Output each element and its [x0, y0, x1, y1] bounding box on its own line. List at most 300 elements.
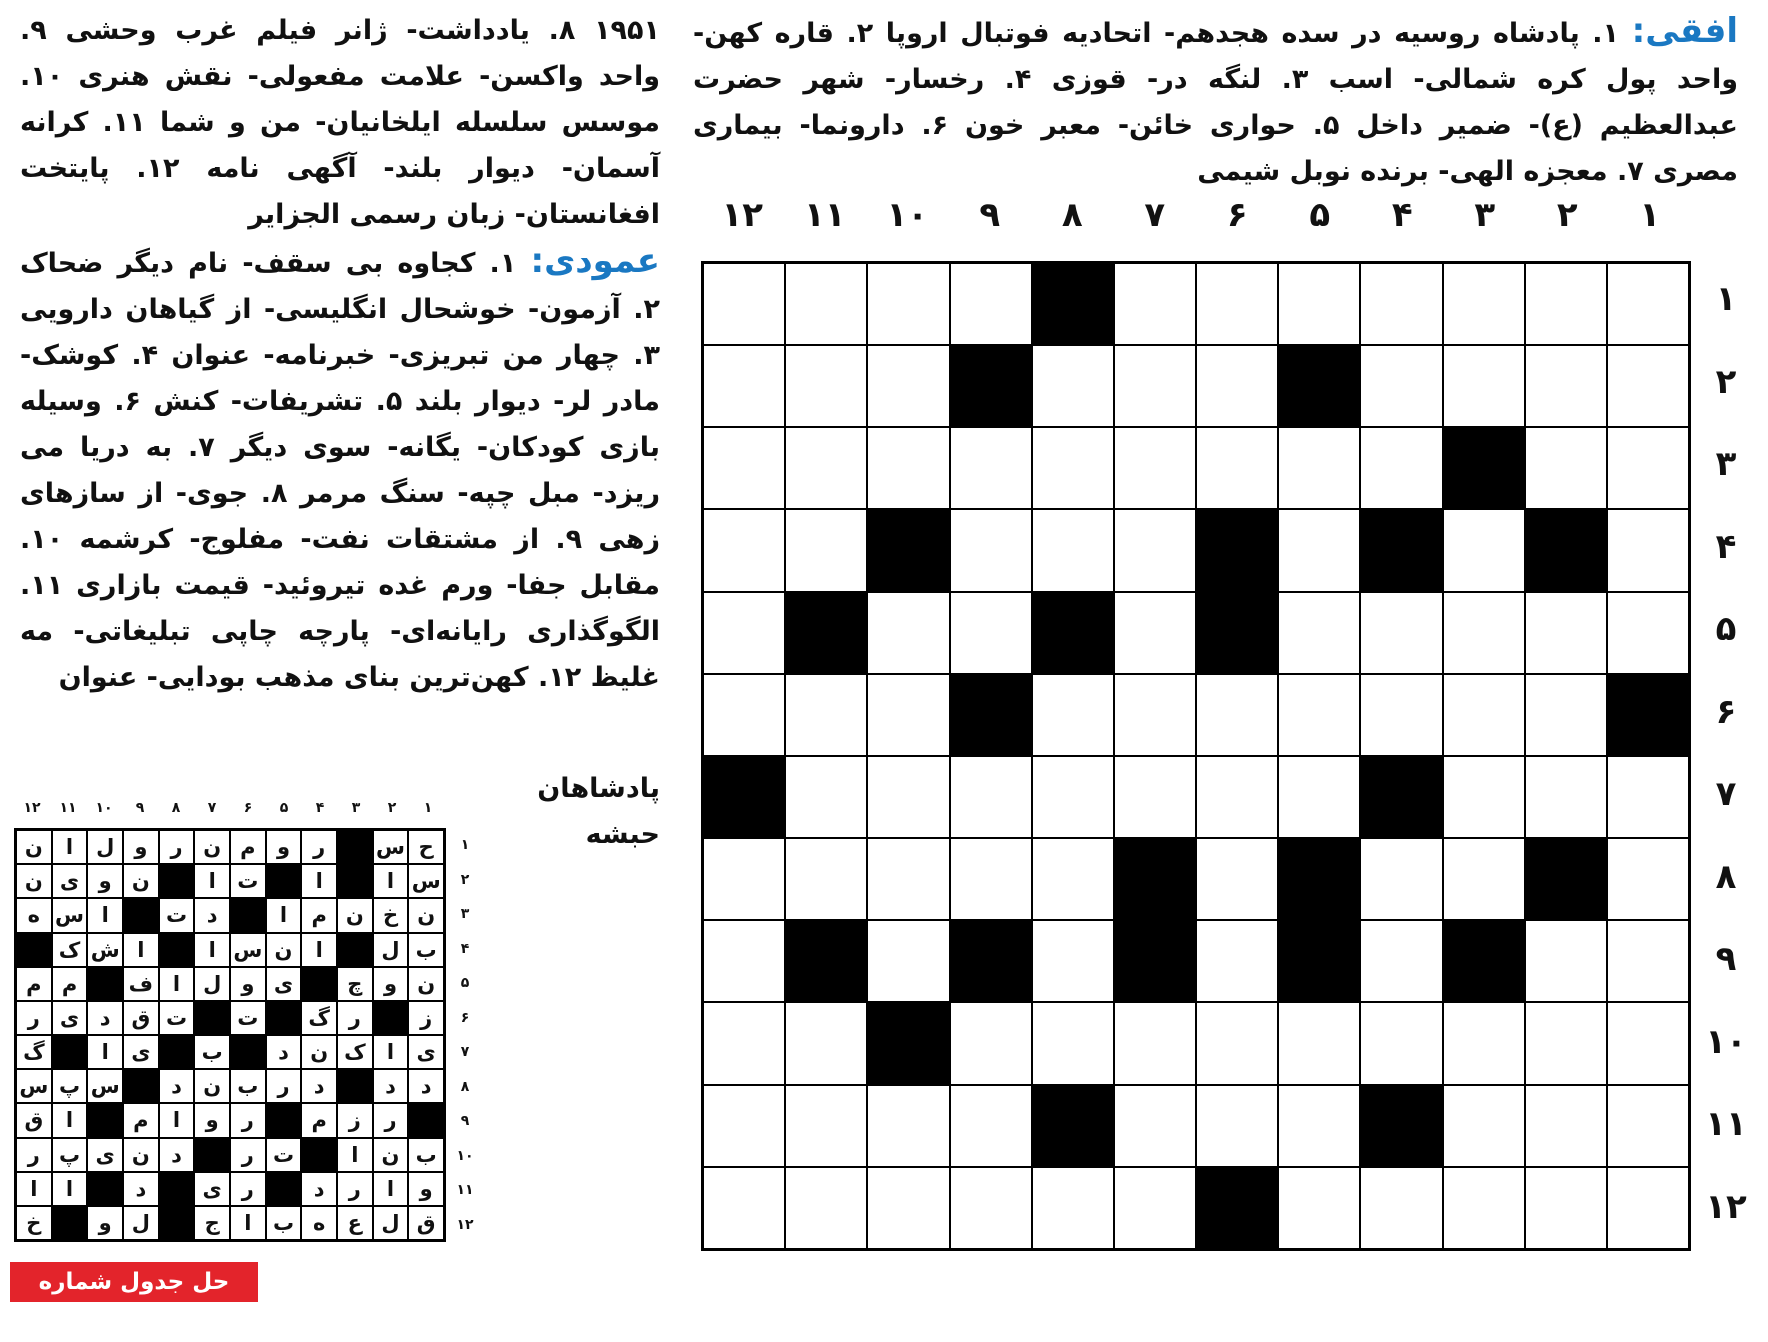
grid-cell[interactable]: [785, 427, 867, 509]
solution-letter-cell: م: [123, 1103, 159, 1137]
grid-cell[interactable]: [1525, 1002, 1607, 1084]
solution-letter-cell: د: [123, 1172, 159, 1206]
solution-black-cell: [159, 1206, 195, 1240]
solution-letter-cell: ا: [373, 1172, 409, 1206]
solution-letter-cell: ی: [408, 1035, 444, 1069]
row-number: ۹: [1715, 939, 1737, 979]
black-cell: [785, 592, 867, 674]
grid-cell[interactable]: [1278, 1002, 1360, 1084]
grid-cell[interactable]: [785, 263, 867, 345]
solution-letter-cell: ف: [123, 967, 159, 1001]
solution-letter-cell: ا: [194, 864, 230, 898]
grid-cell[interactable]: [950, 1002, 1032, 1084]
column-number: ۲: [1556, 195, 1578, 235]
solution-black-cell: [194, 1001, 230, 1035]
grid-cell[interactable]: [950, 838, 1032, 920]
grid-cell[interactable]: [1278, 263, 1360, 345]
solution-letter-cell: ن: [408, 967, 444, 1001]
grid-cell[interactable]: [1114, 427, 1196, 509]
solution-row-number: ۵: [460, 975, 470, 991]
black-cell: [1114, 838, 1196, 920]
grid-cell[interactable]: [1032, 345, 1114, 427]
column-number: ۱۲: [721, 195, 763, 235]
black-cell: [1196, 1167, 1278, 1249]
solution-letter-cell: س: [373, 830, 409, 864]
grid-cell[interactable]: [950, 263, 1032, 345]
solution-column-number: ۱: [423, 800, 433, 816]
grid-cell[interactable]: [1443, 674, 1525, 756]
solution-letter-cell: ی: [52, 1001, 88, 1035]
solution-letter-cell: ر: [301, 830, 337, 864]
solution-letter-cell: ن: [194, 830, 230, 864]
grid-cell[interactable]: [950, 509, 1032, 591]
grid-cell[interactable]: [1360, 263, 1442, 345]
solution-letter-cell: ت: [159, 898, 195, 932]
grid-cell[interactable]: [1114, 509, 1196, 591]
black-cell: [1196, 592, 1278, 674]
solution-column-number: ۳: [351, 800, 361, 816]
solution-column-number: ۸: [171, 800, 181, 816]
grid-cell[interactable]: [1525, 592, 1607, 674]
solution-letter-cell: و: [408, 1172, 444, 1206]
solution-letter-cell: س: [16, 1069, 52, 1103]
solution-row-number: ۱۱: [456, 1182, 474, 1198]
solution-column-number: ۷: [207, 800, 217, 816]
grid-cell[interactable]: [1196, 674, 1278, 756]
grid-cell[interactable]: [1607, 509, 1689, 591]
solution-black-cell: [266, 1172, 302, 1206]
grid-cell[interactable]: [1196, 920, 1278, 1002]
solution-black-cell: [301, 967, 337, 1001]
solution-letter-cell: د: [373, 1069, 409, 1103]
solution-black-cell: [408, 1103, 444, 1137]
grid-cell[interactable]: [703, 592, 785, 674]
solution-row-number: ۴: [460, 940, 470, 957]
grid-cell[interactable]: [867, 1085, 949, 1167]
grid-cell[interactable]: [1032, 1167, 1114, 1249]
solution-letter-cell: د: [159, 1069, 195, 1103]
grid-cell[interactable]: [1607, 920, 1689, 1002]
crossword-grid[interactable]: [701, 261, 1691, 1251]
grid-cell[interactable]: [867, 756, 949, 838]
solution-letter-cell: م: [301, 898, 337, 932]
solution-black-cell: [159, 864, 195, 898]
solution-letter-cell: ا: [16, 1172, 52, 1206]
continued-clues: [20, 8, 660, 701]
solution-row-number: ۹: [460, 1113, 470, 1129]
solution-row-number: ۱۲: [456, 1216, 474, 1233]
column-number: ۱: [1639, 195, 1661, 235]
across-clues: [693, 8, 1738, 195]
row-number: ۱: [1715, 279, 1737, 319]
grid-cell[interactable]: [1360, 1002, 1442, 1084]
row-number: ۲: [1715, 361, 1737, 402]
solution-letter-cell: ا: [230, 1206, 266, 1240]
solution-letter-cell: ا: [87, 1035, 123, 1069]
black-cell: [867, 509, 949, 591]
grid-cell[interactable]: [1443, 1167, 1525, 1249]
black-cell: [950, 674, 1032, 756]
grid-cell[interactable]: [1032, 838, 1114, 920]
solution-letter-cell: ا: [159, 1103, 195, 1137]
grid-cell[interactable]: [1443, 1085, 1525, 1167]
grid-cell[interactable]: [1278, 509, 1360, 591]
solution-letter-cell: ز: [337, 1103, 373, 1137]
row-number: ۱۲: [1705, 1186, 1747, 1227]
black-cell: [1032, 592, 1114, 674]
solution-letter-cell: پ: [52, 1069, 88, 1103]
solution-black-cell: [230, 1035, 266, 1069]
solution-letter-cell: س: [87, 1069, 123, 1103]
grid-cell[interactable]: [1196, 263, 1278, 345]
solution-letter-cell: ر: [159, 830, 195, 864]
grid-cell[interactable]: [1525, 1085, 1607, 1167]
solution-letter-cell: ر: [16, 1138, 52, 1172]
grid-cell[interactable]: [1607, 1002, 1689, 1084]
grid-cell[interactable]: [703, 920, 785, 1002]
grid-cell[interactable]: [1114, 674, 1196, 756]
row-number: ۳: [1715, 444, 1737, 484]
grid-cell[interactable]: [1196, 1085, 1278, 1167]
grid-cell[interactable]: [1360, 1167, 1442, 1249]
solution-letter-cell: ر: [266, 1069, 302, 1103]
solution-column-number: ۱۱: [59, 800, 77, 816]
solution-letter-cell: ک: [337, 1035, 373, 1069]
grid-cell[interactable]: [1525, 345, 1607, 427]
solution-letter-cell: ر: [337, 1172, 373, 1206]
column-number: ۴: [1391, 195, 1413, 235]
solution-letter-cell: س: [230, 933, 266, 967]
solution-letter-cell: و: [194, 1103, 230, 1137]
grid-cell[interactable]: [1360, 592, 1442, 674]
solution-letter-cell: ی: [194, 1172, 230, 1206]
grid-cell[interactable]: [1196, 756, 1278, 838]
solution-letter-cell: ا: [87, 898, 123, 932]
grid-cell[interactable]: [950, 592, 1032, 674]
grid-cell[interactable]: [867, 920, 949, 1002]
grid-cell[interactable]: [1114, 1002, 1196, 1084]
solution-letter-cell: خ: [373, 898, 409, 932]
grid-cell[interactable]: [1607, 1085, 1689, 1167]
grid-cell[interactable]: [703, 1167, 785, 1249]
grid-cell[interactable]: [1196, 345, 1278, 427]
grid-cell[interactable]: [703, 838, 785, 920]
solution-black-cell: [159, 1172, 195, 1206]
down-clue-tail: پادشاهان حبشه: [537, 773, 660, 850]
grid-cell[interactable]: [1360, 838, 1442, 920]
grid-cell[interactable]: [950, 427, 1032, 509]
solution-letter-cell: ب: [408, 1138, 444, 1172]
black-cell: [950, 920, 1032, 1002]
solution-letter-cell: ا: [194, 933, 230, 967]
black-cell: [950, 345, 1032, 427]
grid-cell[interactable]: [1525, 674, 1607, 756]
grid-cell[interactable]: [703, 345, 785, 427]
solution-black-cell: [16, 933, 52, 967]
solution-column-number: ۵: [279, 800, 289, 816]
solution-letter-cell: ه: [16, 898, 52, 932]
black-cell: [1360, 1085, 1442, 1167]
solution-letter-cell: ا: [52, 1172, 88, 1206]
solution-letter-cell: ر: [230, 1138, 266, 1172]
grid-cell[interactable]: [1114, 1167, 1196, 1249]
solution-column-number: ۱۰: [95, 800, 113, 816]
grid-cell[interactable]: [1032, 674, 1114, 756]
solution-letter-cell: ل: [123, 1206, 159, 1240]
solution-column-number: ۴: [315, 800, 325, 816]
grid-cell[interactable]: [785, 345, 867, 427]
solution-black-cell: [87, 1103, 123, 1137]
grid-cell[interactable]: [867, 263, 949, 345]
column-number: ۶: [1226, 195, 1248, 235]
grid-cell[interactable]: [1607, 263, 1689, 345]
grid-cell[interactable]: [1360, 345, 1442, 427]
solution-letter-cell: د: [159, 1138, 195, 1172]
grid-cell[interactable]: [1443, 509, 1525, 591]
solution-letter-cell: د: [87, 1001, 123, 1035]
solution-row-number: ۲: [460, 871, 470, 888]
grid-cell[interactable]: [785, 1085, 867, 1167]
solution-letter-cell: ن: [16, 864, 52, 898]
black-cell: [1360, 756, 1442, 838]
solution-letter-cell: ا: [337, 1138, 373, 1172]
black-cell: [1443, 427, 1525, 509]
grid-cell[interactable]: [785, 1002, 867, 1084]
solution-letter-cell: ی: [266, 967, 302, 1001]
solution-letter-cell: ن: [301, 1035, 337, 1069]
grid-cell[interactable]: [1525, 1167, 1607, 1249]
grid-cell[interactable]: [867, 345, 949, 427]
solution-letter-cell: ب: [230, 1069, 266, 1103]
grid-cell[interactable]: [867, 592, 949, 674]
grid-cell[interactable]: [785, 838, 867, 920]
solution-letter-cell: د: [266, 1035, 302, 1069]
solution-letter-cell: و: [87, 1206, 123, 1240]
grid-cell[interactable]: [1607, 427, 1689, 509]
solution-letter-cell: و: [123, 830, 159, 864]
grid-cell[interactable]: [1032, 920, 1114, 1002]
grid-cell[interactable]: [1114, 1085, 1196, 1167]
solution-letter-cell: خ: [16, 1206, 52, 1240]
grid-cell[interactable]: [950, 1085, 1032, 1167]
grid-cell[interactable]: [703, 674, 785, 756]
grid-cell[interactable]: [1278, 1085, 1360, 1167]
grid-cell[interactable]: [1196, 1002, 1278, 1084]
solution-letter-cell: و: [266, 830, 302, 864]
grid-cell[interactable]: [1360, 674, 1442, 756]
column-number: ۵: [1309, 195, 1331, 235]
grid-cell[interactable]: [1032, 427, 1114, 509]
grid-cell[interactable]: [1278, 592, 1360, 674]
grid-cell[interactable]: [1032, 509, 1114, 591]
grid-cell[interactable]: [1443, 838, 1525, 920]
grid-cell[interactable]: [1443, 1002, 1525, 1084]
solution-letter-cell: و: [373, 967, 409, 1001]
grid-cell[interactable]: [1525, 263, 1607, 345]
grid-cell[interactable]: [1525, 427, 1607, 509]
black-cell: [1278, 920, 1360, 1002]
solution-letter-cell: ی: [87, 1138, 123, 1172]
solution-letter-cell: ج: [194, 1206, 230, 1240]
grid-cell[interactable]: [785, 756, 867, 838]
grid-cell[interactable]: [703, 427, 785, 509]
grid-cell[interactable]: [1443, 345, 1525, 427]
solution-letter-cell: د: [408, 1069, 444, 1103]
grid-cell[interactable]: [703, 263, 785, 345]
black-cell: [1525, 509, 1607, 591]
solution-black-cell: [87, 1172, 123, 1206]
row-number: ۷: [1715, 774, 1737, 814]
solution-row-numbers: [450, 828, 480, 1242]
grid-cell[interactable]: [1196, 427, 1278, 509]
solution-column-number: ۶: [243, 800, 253, 816]
solution-black-cell: [123, 1069, 159, 1103]
solution-caption: حل جدول شماره ۱۸۲۲: [10, 1262, 258, 1302]
solution-black-cell: [159, 1035, 195, 1069]
solution-letter-cell: ش: [87, 933, 123, 967]
solution-letter-cell: ت: [230, 864, 266, 898]
solution-letter-cell: ن: [408, 898, 444, 932]
solution-letter-cell: ا: [301, 933, 337, 967]
grid-cell[interactable]: [867, 1167, 949, 1249]
grid-cell[interactable]: [1607, 756, 1689, 838]
solution-letter-cell: د: [194, 898, 230, 932]
grid-cell[interactable]: [1525, 756, 1607, 838]
grid-cell[interactable]: [1278, 427, 1360, 509]
grid-cell[interactable]: [1360, 427, 1442, 509]
solution-row-number: ۱: [460, 837, 470, 853]
solution-letter-cell: ن: [123, 864, 159, 898]
grid-cell[interactable]: [703, 1002, 785, 1084]
black-cell: [1114, 920, 1196, 1002]
solution-row-number: ۱۰: [456, 1147, 474, 1164]
grid-cell[interactable]: [1278, 756, 1360, 838]
row-number: ۱۰: [1705, 1021, 1747, 1062]
grid-cell[interactable]: [703, 509, 785, 591]
solution-letter-cell: و: [87, 864, 123, 898]
solution-letter-cell: م: [230, 830, 266, 864]
grid-cell[interactable]: [1278, 1167, 1360, 1249]
grid-cell[interactable]: [785, 674, 867, 756]
solution-black-cell: [266, 1001, 302, 1035]
solution-letter-cell: ح: [408, 830, 444, 864]
grid-cell[interactable]: [1114, 345, 1196, 427]
solution-letter-cell: ی: [123, 1035, 159, 1069]
solution-letter-cell: ب: [408, 933, 444, 967]
grid-cell[interactable]: [785, 1167, 867, 1249]
solution-letter-cell: گ: [301, 1001, 337, 1035]
grid-cell[interactable]: [1196, 838, 1278, 920]
solution-black-cell: [301, 1138, 337, 1172]
grid-cell[interactable]: [950, 756, 1032, 838]
grid-cell[interactable]: [867, 838, 949, 920]
grid-cell[interactable]: [1525, 920, 1607, 1002]
down-clue-text: ۱. کجاوه بی سقف- نام دیگر ضحاک ۲. آزمون- خوشحال انگلیسی- از گیاهان دارویی ۳. چهار من تبریزی- خبرنامه- عنوان ۴. کوشک- مادر لر- دیوار بلند ۵. تشریفات- کنش ۶. وسیله بازی کودکان- یگانه- سوی دیگر ۷. به دریا می ریزد- مبل چپه- سنگ مرمر ۸. جوی- از سازهای زهی ۹. از مشتقات نفت- مفلوج- کرشمه ۱۰. مقابل جفا- ورم غده تیروئید- قیمت بازاری ۱۱. الگوگذاری رایانه‌ای- پارچه چاپی تبلیغاتی- مه غلیظ ۱۲. کهن‌ترین بنای مذهب بودایی- عنوان: [20, 248, 660, 693]
solution-column-number: ۹: [135, 800, 145, 816]
grid-cell[interactable]: [1443, 592, 1525, 674]
solution-letter-cell: ا: [301, 864, 337, 898]
solution-letter-cell: د: [301, 1172, 337, 1206]
solution-column-number: ۲: [387, 800, 397, 816]
grid-row-numbers: [1696, 258, 1756, 1248]
solution-black-cell: [337, 1069, 373, 1103]
black-cell: [1032, 1085, 1114, 1167]
solution-black-cell: [52, 1035, 88, 1069]
solution-black-cell: [123, 898, 159, 932]
solution-letter-cell: و: [230, 967, 266, 1001]
grid-cell[interactable]: [1114, 592, 1196, 674]
grid-cell[interactable]: [950, 1167, 1032, 1249]
grid-cell[interactable]: [1278, 674, 1360, 756]
solution-column-numbers: [14, 800, 446, 816]
solution-letter-cell: ک: [52, 933, 88, 967]
grid-cell[interactable]: [1607, 592, 1689, 674]
black-cell: [1607, 674, 1689, 756]
solution-letter-cell: ر: [230, 1172, 266, 1206]
solution-letter-cell: ر: [373, 1103, 409, 1137]
grid-cell[interactable]: [1114, 756, 1196, 838]
solution-letter-cell: ب: [194, 1035, 230, 1069]
solution-letter-cell: ت: [230, 1001, 266, 1035]
grid-cell[interactable]: [1607, 838, 1689, 920]
grid-cell[interactable]: [785, 509, 867, 591]
row-number: ۶: [1715, 691, 1737, 732]
solution-letter-cell: ا: [266, 898, 302, 932]
solution-black-cell: [337, 933, 373, 967]
black-cell: [867, 1002, 949, 1084]
grid-cell[interactable]: [1360, 920, 1442, 1002]
grid-cell[interactable]: [1114, 263, 1196, 345]
solution-letter-cell: ا: [373, 1035, 409, 1069]
solution-letter-cell: ن: [194, 1069, 230, 1103]
solution-letter-cell: ل: [194, 967, 230, 1001]
grid-cell[interactable]: [1032, 1002, 1114, 1084]
grid-cell[interactable]: [867, 427, 949, 509]
grid-cell[interactable]: [1607, 345, 1689, 427]
solution-black-cell: [194, 1138, 230, 1172]
black-cell: [785, 920, 867, 1002]
solution-letter-cell: ر: [337, 1001, 373, 1035]
solution-letter-cell: د: [301, 1069, 337, 1103]
grid-cell[interactable]: [1032, 756, 1114, 838]
solution-black-cell: [373, 1001, 409, 1035]
solution-letter-cell: م: [16, 967, 52, 1001]
black-cell: [703, 756, 785, 838]
column-number: ۹: [979, 195, 1001, 235]
grid-cell[interactable]: [703, 1085, 785, 1167]
solution-black-cell: [266, 1103, 302, 1137]
black-cell: [1360, 509, 1442, 591]
solution-letter-cell: ت: [266, 1138, 302, 1172]
solution-black-cell: [230, 898, 266, 932]
black-cell: [1278, 838, 1360, 920]
grid-cell[interactable]: [1443, 756, 1525, 838]
black-cell: [1443, 920, 1525, 1002]
column-number: ۷: [1144, 195, 1166, 235]
solution-row-number: ۷: [460, 1044, 470, 1060]
solution-letter-cell: گ: [16, 1035, 52, 1069]
solution-letter-cell: ل: [373, 933, 409, 967]
solution-letter-cell: م: [52, 967, 88, 1001]
solution-black-cell: [87, 967, 123, 1001]
solution-letter-cell: س: [52, 898, 88, 932]
solution-letter-cell: ق: [408, 1206, 444, 1240]
grid-cell[interactable]: [867, 674, 949, 756]
grid-cell[interactable]: [1443, 263, 1525, 345]
solution-row-number: ۸: [460, 1078, 470, 1095]
grid-cell[interactable]: [1607, 1167, 1689, 1249]
solution-letter-cell: ا: [123, 933, 159, 967]
